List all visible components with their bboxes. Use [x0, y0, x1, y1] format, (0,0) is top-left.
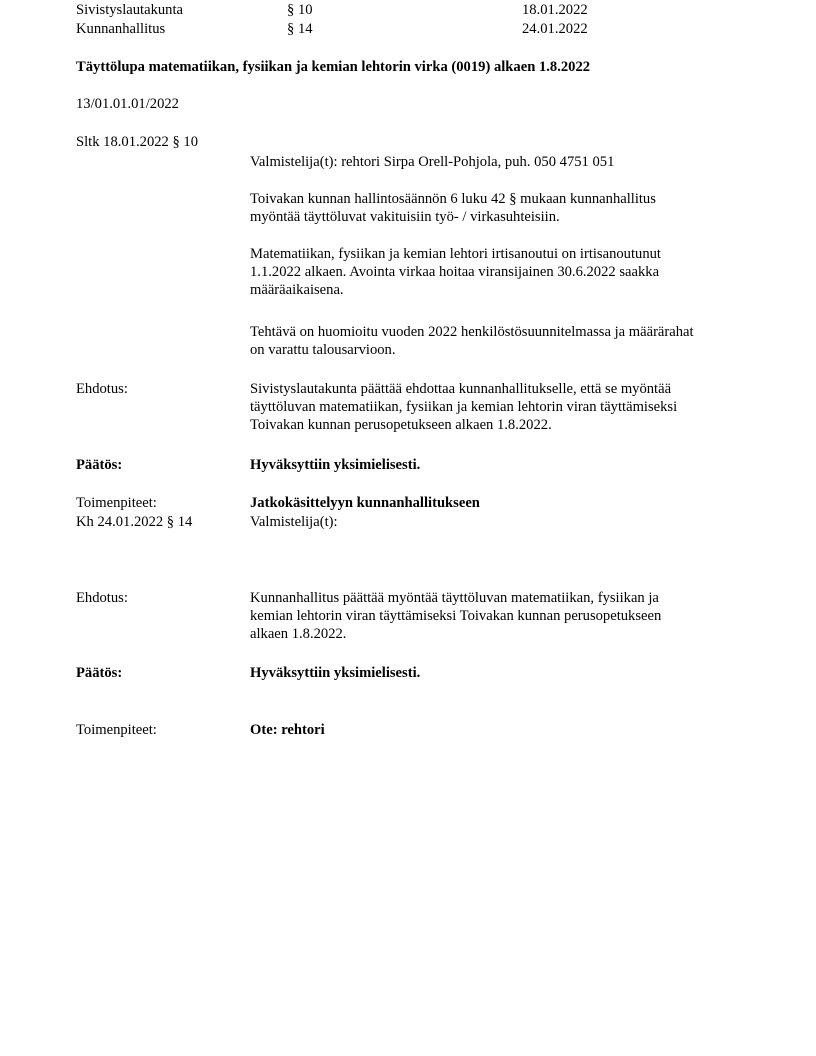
- kh-decision-label: Päätös:: [76, 665, 123, 681]
- text-line: Matematiikan, fysiikan ja kemian lehtori irtisanoutui on irtisanoutunut: [250, 246, 661, 262]
- text-line: myöntää täyttöluvat vakituisiin työ- / virkasuhteisiin.: [250, 209, 560, 226]
- sltk-paragraph-3: [250, 323, 755, 359]
- sltk-paragraph-1: [250, 190, 755, 226]
- text-line: 1.1.2022 alkaen. Avointa virkaa hoitaa viransijainen 30.6.2022 saakka: [250, 264, 660, 281]
- text-line: Kunnanhallitus päättää myöntää täyttöluvan matematiikan, fysiikan ja: [250, 590, 659, 606]
- sltk-paragraph-2: [250, 245, 755, 300]
- kh-proposal-label: Ehdotus:: [76, 590, 128, 606]
- sltk-proposal: [250, 380, 755, 435]
- text-line: Tehtävä on huomioitu vuoden 2022 henkilöstösuunnitelmassa ja määrärahat: [250, 324, 694, 340]
- kh-reference: Kh 24.01.2022 § 14: [76, 514, 193, 530]
- record-number: 13/01.01.01/2022: [76, 96, 179, 112]
- sltk-proposal-label: Ehdotus:: [76, 381, 128, 397]
- sltk-decision-label: Päätös:: [76, 457, 123, 473]
- header-row-1-section: § 10: [287, 2, 313, 18]
- text-line: täyttöluvan matematiikan, fysiikan ja kemian lehtorin viran täyttämiseksi: [250, 399, 678, 416]
- kh-decision: Hyväksyttiin yksimielisesti.: [250, 665, 421, 681]
- sltk-preparer: Valmistelija(t): rehtori Sirpa Orell-Pohjola, puh. 050 4751 051: [250, 154, 615, 170]
- text-line: kemian lehtorin viran täyttämiseksi Toivakan kunnan perusopetukseen: [250, 608, 662, 625]
- text-line: on varattu talousarvioon.: [250, 342, 396, 359]
- header-row-1-body: Sivistyslautakunta: [76, 2, 184, 18]
- header-row-2-date: 24.01.2022: [522, 21, 588, 37]
- kh-preparer: Valmistelija(t):: [250, 514, 338, 530]
- text-line: määräaikaisena.: [250, 282, 344, 299]
- header-row-1-date: 18.01.2022: [522, 2, 588, 18]
- text-line: Toivakan kunnan perusopetukseen alkaen 1.8.2022.: [250, 417, 552, 434]
- text-line: alkaen 1.8.2022.: [250, 626, 347, 643]
- text-line: Toivakan kunnan hallintosäännön 6 luku 42 § mukaan kunnanhallitus: [250, 191, 656, 207]
- sltk-actions: Jatkokäsittelyyn kunnanhallitukseen: [250, 495, 480, 511]
- text-line: Sivistyslautakunta päättää ehdottaa kunnanhallitukselle, että se myöntää: [250, 381, 672, 397]
- document-title: Täyttölupa matematiikan, fysiikan ja kemian lehtorin virka (0019) alkaen 1.8.2022: [76, 59, 591, 75]
- header-row-2-section: § 14: [287, 21, 313, 37]
- sltk-reference: Sltk 18.01.2022 § 10: [76, 134, 199, 150]
- header-row-2-body: Kunnanhallitus: [76, 21, 166, 37]
- sltk-decision: Hyväksyttiin yksimielisesti.: [250, 457, 421, 473]
- sltk-actions-label: Toimenpiteet:: [76, 495, 157, 511]
- kh-actions: Ote: rehtori: [250, 722, 325, 738]
- kh-actions-label: Toimenpiteet:: [76, 722, 157, 738]
- kh-proposal: [250, 589, 755, 644]
